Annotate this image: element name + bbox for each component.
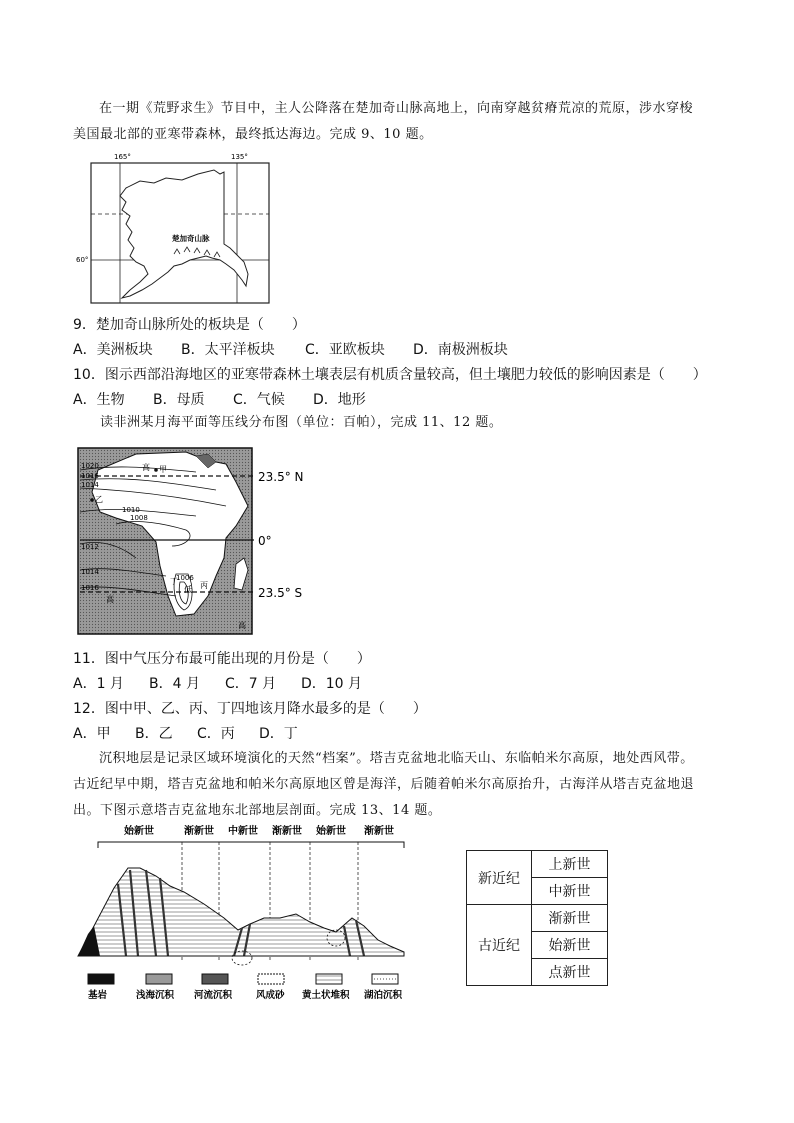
low-label: 低 [184,585,192,594]
epoch-cell: 中新世 [532,878,608,905]
q11-option-d[interactable]: D．10 月 [301,676,363,692]
epoch-label: 始新世 [316,826,346,837]
high-se-label: 高 [238,621,246,630]
lat-60-label: 60° [76,256,89,264]
isobar-label: 1008 [130,514,148,522]
equator-label: 0° [258,534,272,548]
isobar-label: 1014 [81,568,99,576]
q9-stem: 9．楚加奇山脉所处的板块是（ ） [73,317,306,333]
q10-option-d[interactable]: D．地形 [313,392,366,408]
era-cell: 新近纪 [467,851,532,905]
terrain-profile [78,868,404,956]
q12-stem: 12．图中甲、乙、丙、丁四地该月降水最多的是（ ） [73,701,427,717]
isobar-label: 1014 [81,481,99,489]
tropic-s-label: 23.5° S [258,586,303,600]
question-10 [73,365,707,385]
q10-options [73,390,366,410]
passage-3-line-2: 古近纪早中期，塔吉克盆地和帕米尔高原地区曾是海洋，后随着帕米尔高原抬升，古海洋从塔吉克盆地退 [73,777,695,792]
q10-option-a[interactable]: A．生物 [73,392,125,408]
passage-3-line-1: 沉积地层是记录区域环境演化的天然“档案”。塔吉克盆地北临天山、东临帕米尔高原，地处西风带。 [99,751,694,766]
q12-option-d[interactable]: D．丁 [259,726,298,742]
alaska-map [74,148,274,306]
isobar-label: 1012 [81,543,99,551]
q9-option-b[interactable]: B．太平洋板块 [181,342,275,358]
isobar-label: 1020 [81,462,99,470]
legend-label: 基岩 [88,990,108,1001]
bing-label: 丙 [200,581,208,590]
question-9 [73,315,306,335]
epoch-label: 中新世 [228,826,258,837]
q11-option-a[interactable]: A．1 月 [73,676,124,692]
q10-option-c[interactable]: C．气候 [233,392,285,408]
legend-swatch-loess [316,974,342,984]
epoch-labels [124,824,394,837]
legend-label: 河流沉积 [194,990,233,1001]
jia-label: 甲 [159,465,167,474]
chugach-label: 楚加奇山脉 [172,234,210,243]
yi-label: 乙 [95,495,103,504]
q11-option-b[interactable]: B．4 月 [149,676,200,692]
passage-1-line-2: 美国最北部的亚寒带森林，最终抵达海边。完成 9、10 题。 [73,127,433,142]
passage-3 [73,746,743,824]
q12-option-b[interactable]: B．乙 [135,726,173,742]
lon-135-label: 135° [231,153,248,161]
legend-label: 浅海沉积 [136,990,175,1001]
q10-option-b[interactable]: B．母质 [153,392,205,408]
q9-option-a[interactable]: A．美洲板块 [73,342,153,358]
q10-stem: 10．图示西部沿海地区的亚寒带森林土壤表层有机质含量较高，但土壤肥力较低的影响因素是（ ） [73,367,707,383]
q11-option-c[interactable]: C．7 月 [225,676,277,692]
epoch-cell: 始新世 [532,932,608,959]
passage-3-line-3: 出。下图示意塔吉克盆地东北部地层剖面。完成 13、14 题。 [73,803,442,818]
high-north-label: 高 [142,463,150,472]
geologic-era-table [466,850,608,986]
strata-profile [74,822,414,1004]
legend-swatch-lake [372,974,398,984]
epoch-label: 渐新世 [272,826,302,837]
epoch-label: 始新世 [124,826,154,837]
legend [88,974,403,1001]
legend-swatch-aeolian-sand [258,974,284,984]
legend-label: 湖泊沉积 [364,990,403,1001]
legend-swatch-fluvial [202,974,228,984]
epoch-cell: 渐新世 [532,905,608,932]
passage-1-line-1: 在一期《荒野求生》节目中，主人公降落在楚加奇山脉高地上，向南穿越贫瘠荒凉的荒原，涉水穿梭 [99,101,694,116]
era-cell: 古近纪 [467,905,532,986]
isobar-label: 1010 [122,506,140,514]
africa-isobar-map [76,446,316,638]
q12-options [73,724,298,744]
legend-swatch-shallow-sea [146,974,172,984]
table-row [467,851,608,878]
passage-1 [73,96,733,148]
q9-option-d[interactable]: D．南极洲板块 [413,342,508,358]
q9-options [73,340,508,360]
epoch-cell: 点新世 [532,959,608,986]
q9-option-c[interactable]: C．亚欧板块 [305,342,385,358]
lon-165-label: 165° [114,153,131,161]
isobar-label: 1006 [176,574,194,582]
legend-label: 黄土状堆积 [302,990,350,1001]
legend-swatch-bedrock [88,974,114,984]
epoch-label: 渐新世 [184,826,214,837]
high-sw-label: 高 [106,595,114,604]
ding-label: 丁 [170,577,178,586]
q11-stem: 11．图中气压分布最可能出现的月份是（ ） [73,651,371,667]
epoch-cell: 上新世 [532,851,608,878]
isobar-label: 1016 [81,584,99,592]
q12-option-a[interactable]: A．甲 [73,726,111,742]
passage-2: 读非洲某月海平面等压线分布图（单位：百帕），完成 11、12 题。 [100,415,503,430]
isobar-label: 1016 [81,472,99,480]
tropic-n-label: 23.5° N [258,470,304,484]
q11-options [73,674,362,694]
epoch-label: 渐新世 [364,826,394,837]
legend-label: 风成砂 [256,990,285,1001]
q12-option-c[interactable]: C．丙 [197,726,235,742]
table-row [467,905,608,932]
